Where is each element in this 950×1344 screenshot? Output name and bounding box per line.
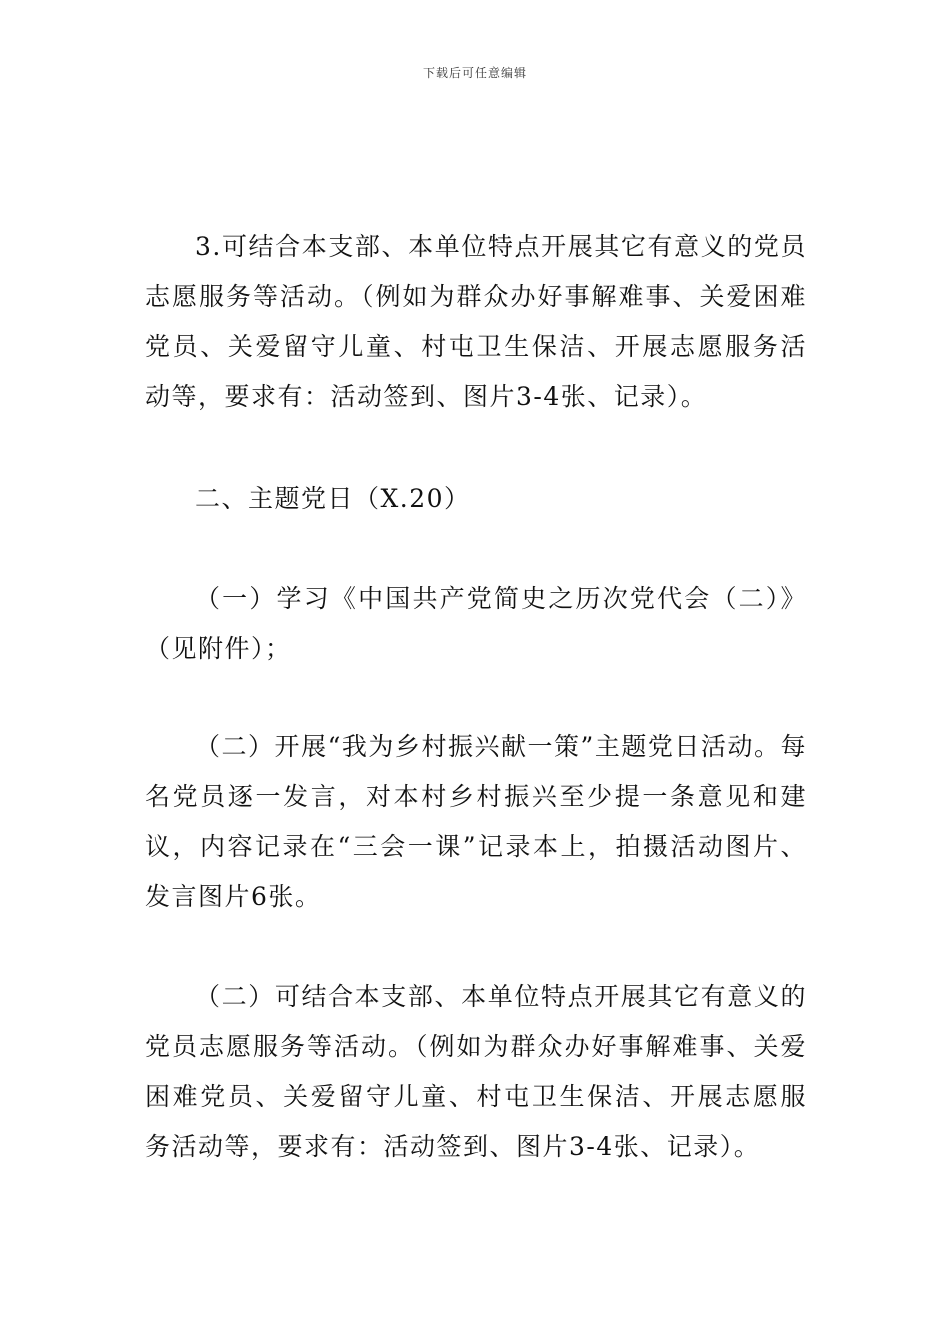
paragraph-text: （二）开展“我为乡村振兴献一策”主题党日活动。每名党员逐一发言，对本村乡村振兴至少提一条意见和建议，内容记录在“三会一课”记录本上，拍摄活动图片、发言图片6张。	[145, 732, 807, 911]
paragraph-rural-revitalization	[145, 722, 807, 922]
paragraph-text: 3.可结合本支部、本单位特点开展其它有意义的党员志愿服务等活动。（例如为群众办好事解难事、关爱困难党员、关爱留守儿童、村屯卫生保洁、开展志愿服务活动等，要求有：活动签到、图片3-4张、记录）。	[145, 232, 807, 411]
paragraph-volunteer-activities-2	[145, 972, 807, 1172]
section-heading-theme-party-day	[145, 474, 807, 524]
paragraph-study-history	[145, 574, 807, 674]
page-header: 下载后可任意编辑	[422, 66, 527, 80]
paragraph-text: （二）可结合本支部、本单位特点开展其它有意义的党员志愿服务等活动。（例如为群众办好事解难事、关爱困难党员、关爱留守儿童、村屯卫生保洁、开展志愿服务活动等，要求有：活动签到、图片3-4张、记录）。	[145, 982, 807, 1161]
paragraph-volunteer-activities	[145, 222, 807, 422]
paragraph-text: （一）学习《中国共产党简史之历次党代会（二）》（见附件）；	[145, 584, 807, 663]
section-heading-text: 二、主题党日（X.20）	[195, 484, 471, 513]
